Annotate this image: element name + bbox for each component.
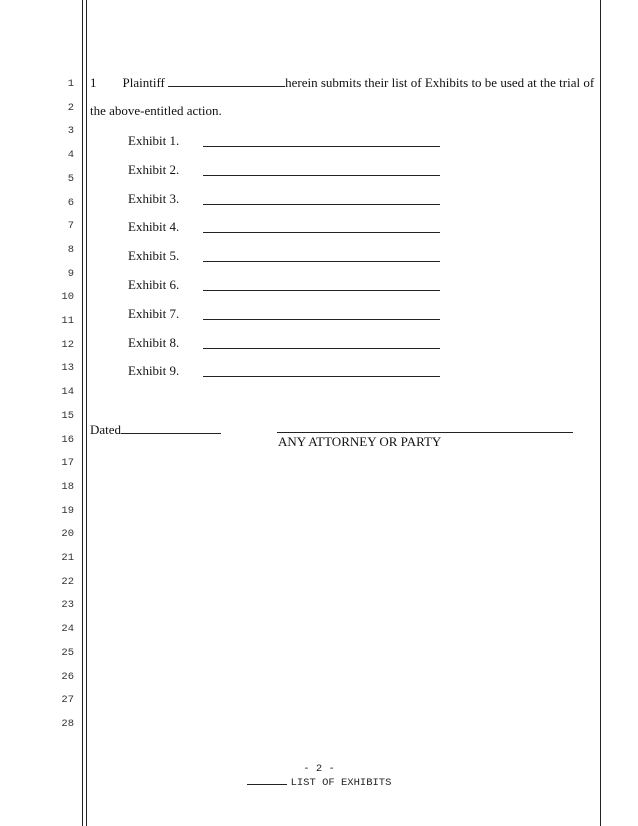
exhibit-description-blank[interactable] xyxy=(203,175,440,176)
exhibit-row xyxy=(128,191,448,207)
line-number: 17 xyxy=(61,457,74,470)
exhibit-row xyxy=(128,133,448,149)
line-number: 22 xyxy=(61,575,74,588)
line-number: 24 xyxy=(61,623,74,636)
line-number: 1 xyxy=(67,78,74,90)
line-number: 26 xyxy=(61,670,74,683)
exhibit-row xyxy=(128,248,448,264)
line-number: 14 xyxy=(61,386,74,399)
plaintiff-label: Plaintiff xyxy=(122,75,165,90)
line-number: 8 xyxy=(67,243,74,256)
footer-caption-blank xyxy=(247,775,287,785)
footer-title-text: LIST OF EXHIBITS xyxy=(290,777,392,789)
page-number: - 2 - xyxy=(303,763,335,775)
line-number: 13 xyxy=(61,362,74,375)
line-number: 23 xyxy=(61,599,74,612)
intro-line-2: the above-entitled action. xyxy=(90,103,222,118)
exhibit-description-blank[interactable] xyxy=(203,376,440,377)
left-margin-rule-inner xyxy=(86,0,87,826)
line-number: 12 xyxy=(61,338,74,351)
line-number: 7 xyxy=(67,220,74,233)
line-number: 25 xyxy=(61,646,74,659)
line-number: 20 xyxy=(61,528,74,541)
date-blank[interactable] xyxy=(121,421,221,434)
dated-label: Dated xyxy=(90,422,122,437)
line-number: 2 xyxy=(67,101,74,114)
line-number: 16 xyxy=(61,433,74,446)
exhibit-label: Exhibit 4. xyxy=(128,219,180,235)
document-body xyxy=(90,0,595,826)
exhibit-label: Exhibit 2. xyxy=(128,161,180,177)
intro-text: herein submits their list of Exhibits to be used at the trial of xyxy=(285,75,595,90)
paragraph-number: 1 xyxy=(90,75,97,90)
exhibit-label: Exhibit 7. xyxy=(128,305,180,321)
left-margin-rule-outer xyxy=(82,0,83,826)
dated-line xyxy=(90,421,221,438)
line-number: 15 xyxy=(61,409,74,422)
exhibit-label: Exhibit 6. xyxy=(128,277,180,292)
exhibit-row xyxy=(128,219,448,235)
footer-title xyxy=(0,775,638,789)
exhibit-row xyxy=(128,162,448,178)
exhibit-description-blank[interactable] xyxy=(203,261,440,262)
exhibit-label: Exhibit 8. xyxy=(128,334,180,350)
exhibit-description-blank[interactable] xyxy=(203,204,440,205)
line-numbers-column xyxy=(0,0,80,826)
right-margin-rule xyxy=(600,0,601,826)
line-number: 5 xyxy=(67,172,74,185)
exhibit-row xyxy=(128,277,448,293)
exhibit-row xyxy=(128,335,448,351)
intro-line-1 xyxy=(90,74,594,91)
line-number: 28 xyxy=(61,717,74,730)
line-number: 4 xyxy=(67,149,74,162)
line-number: 3 xyxy=(67,125,74,138)
line-number: 6 xyxy=(67,196,74,209)
exhibit-description-blank[interactable] xyxy=(203,232,440,233)
line-number: 19 xyxy=(61,504,74,517)
exhibit-label: Exhibit 3. xyxy=(128,190,180,206)
exhibit-label: Exhibit 1. xyxy=(128,133,180,148)
exhibit-description-blank[interactable] xyxy=(203,290,440,291)
line-number: 21 xyxy=(61,552,74,564)
line-number: 11 xyxy=(61,315,74,327)
exhibit-row xyxy=(128,306,448,322)
exhibit-description-blank[interactable] xyxy=(203,146,440,147)
exhibit-description-blank[interactable] xyxy=(203,319,440,320)
line-number: 18 xyxy=(61,480,74,493)
plaintiff-name-blank[interactable] xyxy=(168,74,285,87)
exhibit-row xyxy=(128,363,448,379)
line-number: 9 xyxy=(67,267,74,280)
signature-line[interactable] xyxy=(277,432,573,433)
exhibit-label: Exhibit 5. xyxy=(128,248,180,264)
line-number: 27 xyxy=(61,694,74,707)
signer-label: ANY ATTORNEY OR PARTY xyxy=(278,434,442,449)
line-number: 10 xyxy=(61,291,74,304)
exhibit-description-blank[interactable] xyxy=(203,348,440,349)
exhibit-label: Exhibit 9. xyxy=(128,363,180,379)
